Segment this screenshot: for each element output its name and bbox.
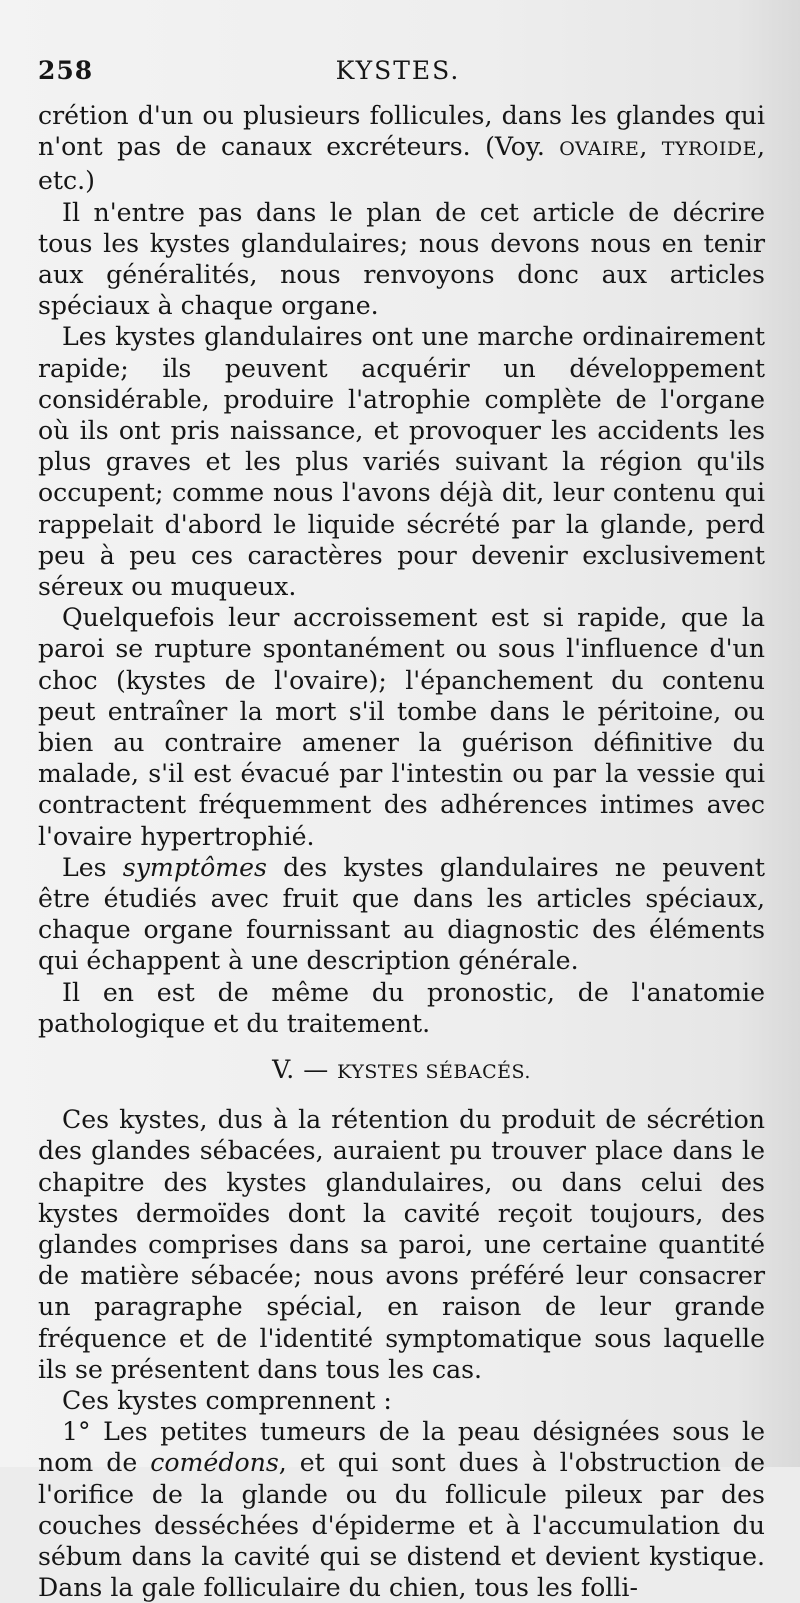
page-header (38, 56, 758, 90)
paragraph-continuation (38, 100, 765, 197)
section-title: KYSTES SÉBACÉS. (337, 1061, 531, 1084)
paragraph (38, 1416, 765, 1603)
section-heading (38, 1052, 765, 1090)
text-run: 1° Les petites tumeurs de la peau désignées sous le nom de (38, 1417, 765, 1478)
text-run: , (639, 132, 662, 162)
text-run: Les (62, 852, 123, 882)
paragraph: Les kystes glandulaires ont une marche ordinairement rapide; ils peuvent acquérir un développement considérable, produire l'atrophie complète de l'organe où ils ont pris naissance, et provoquer les accidents les plus graves et les plus variés suivant la région qu'ils occupent; comme nous l'avons déjà dit, leur contenu qui rappelait d'abord le liquide sécrété par la glande, perd peu à peu ces caractères pour devenir exclusivement séreux ou muqueux. (38, 322, 765, 602)
paragraph: Quelquefois leur accroissement est si rapide, que la paroi se rupture spontanément ou sous l'influence d'un choc (kystes de l'ovaire); l'épanchement du contenu peut entraîner la mort s'il tombe dans le péritoine, ou bien au contraire amener la guérison définitive du malade, s'il est évacué par l'intestin ou par la vessie qui contractent fréquemment des adhérences intimes avec l'ovaire hypertrophié. (38, 603, 765, 851)
text-run: , etc.) (38, 132, 765, 196)
italic-term: symptômes (122, 852, 267, 882)
page-number: 258 (38, 56, 94, 85)
text-run: des kystes glandulaires ne peuvent être étudiés avec fruit que dans les articles spéciaux, chaque organe fournissant au diagnostic des éléments qui échappent à une description générale. (38, 852, 765, 976)
paragraph (38, 852, 765, 977)
italic-term: comédons (150, 1448, 279, 1478)
cross-reference-ovaire: OVAIRE (559, 138, 640, 161)
running-title: KYSTES. (335, 56, 461, 85)
paragraph: Il n'entre pas dans le plan de cet article de décrire tous les kystes glandulaires; nous devons nous en tenir aux généralités, nous renvoyons donc aux articles spéciaux à chaque organe. (38, 197, 765, 321)
body-text (38, 100, 765, 1603)
text-run: , et qui sont dues à l'obstruction de l'orifice de la glande ou du follicule pileux par des couches desséchées d'épiderme et à l'accumulation du sébum dans la cavité qui se distend et devient kystique. Dans la gale folliculaire du chien, tous les folli- (38, 1448, 766, 1603)
paragraph: Ces kystes, dus à la rétention du produit de sécrétion des glandes sébacées, auraient pu trouver place dans le chapitre des kystes glandulaires, ou dans celui des kystes dermoïdes dont la cavité reçoit toujours, des glandes comprises dans sa paroi, une certaine quantité de matière sébacée; nous avons préféré leur consacrer un paragraphe spécial, en raison de leur grande fréquence et de l'identité symptomatique sous laquelle ils se présentent dans tous les cas. (38, 1105, 765, 1384)
cross-reference-tyroide: TYROIDE (661, 138, 757, 161)
text-run: crétion d'un ou plusieurs follicules, dans les glandes qui n'ont pas de canaux excréteurs. (Voy. (38, 101, 765, 162)
section-dash: — (294, 1055, 338, 1085)
section-number: V. (272, 1055, 295, 1085)
paragraph: Ces kystes comprennent : (62, 1385, 392, 1415)
paragraph: Il en est de même du pronostic, de l'anatomie pathologique et du traitement. (38, 977, 765, 1038)
